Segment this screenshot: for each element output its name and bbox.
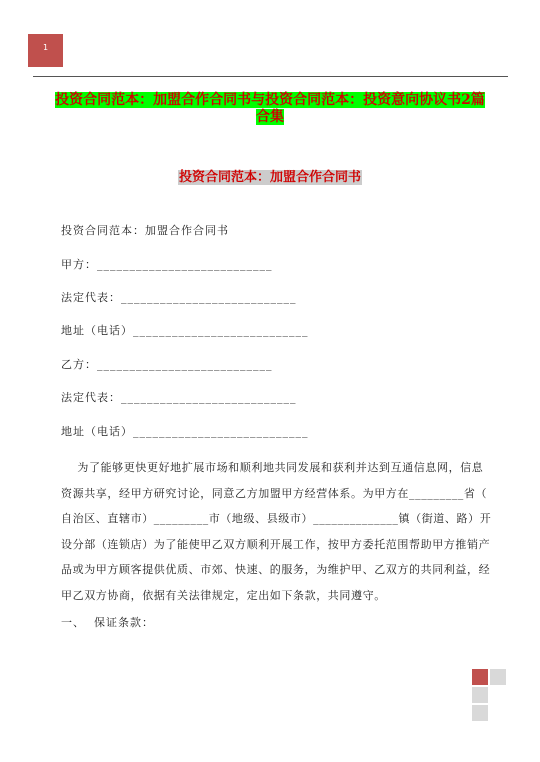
paragraph-line: 甲乙双方协商，依据有关法律规定，定出如下条款，共同遵守。 [61,588,386,602]
field-party-b: 乙方：___________________________ [61,358,273,371]
section-heading-guarantee: 一、 保证条款： [61,616,154,629]
field-legal-rep-b: 法定代表：___________________________ [61,391,297,404]
field-address-a: 地址（电话）___________________________ [61,324,309,337]
paragraph-line: 资源共享，经甲方研究讨论，同意乙方加盟甲方经营体系。为甲方在_________省（ [61,486,488,500]
field-party-a: 甲方：___________________________ [61,258,273,271]
title-line-2: 合集 [256,109,284,125]
field-address-b: 地址（电话）___________________________ [61,425,309,438]
corner-decoration [472,669,488,685]
page-number: 1 [42,43,49,52]
section-title-text: 投资合同范本：加盟合作合同书 [178,170,361,185]
document-title [30,92,510,126]
paragraph-line: 品或为甲方顾客提供优质、市郊、快速、的服务，为维护甲、乙双方的共同利益，经 [61,563,491,576]
page-number-badge [28,34,63,67]
corner-decoration [490,669,506,685]
corner-decoration [490,687,506,703]
paragraph-line: 设分部（连锁店）为了能使甲乙双方顺利开展工作，按甲方委托范围帮助甲方推销产 [61,537,491,551]
intro-paragraph [61,455,492,608]
field-legal-rep-a: 法定代表：___________________________ [61,291,297,304]
section-title [0,166,540,185]
paragraph-line: 为了能够更快更好地扩展市场和顺利地共同发展和获利并达到互通信息网，信息 [61,461,484,474]
field-contract-name: 投资合同范本：加盟合作合同书 [61,224,229,237]
paragraph-line: 自治区、直辖市）_________市（地级、县级市）______________镇（街道、路）开 [61,512,492,525]
corner-decoration [472,705,488,721]
header-divider [33,76,508,77]
title-line-1: 投资合同范本：加盟合作合同书与投资合同范本：投资意向协议书2篇 [55,92,485,108]
corner-decoration [472,687,488,703]
